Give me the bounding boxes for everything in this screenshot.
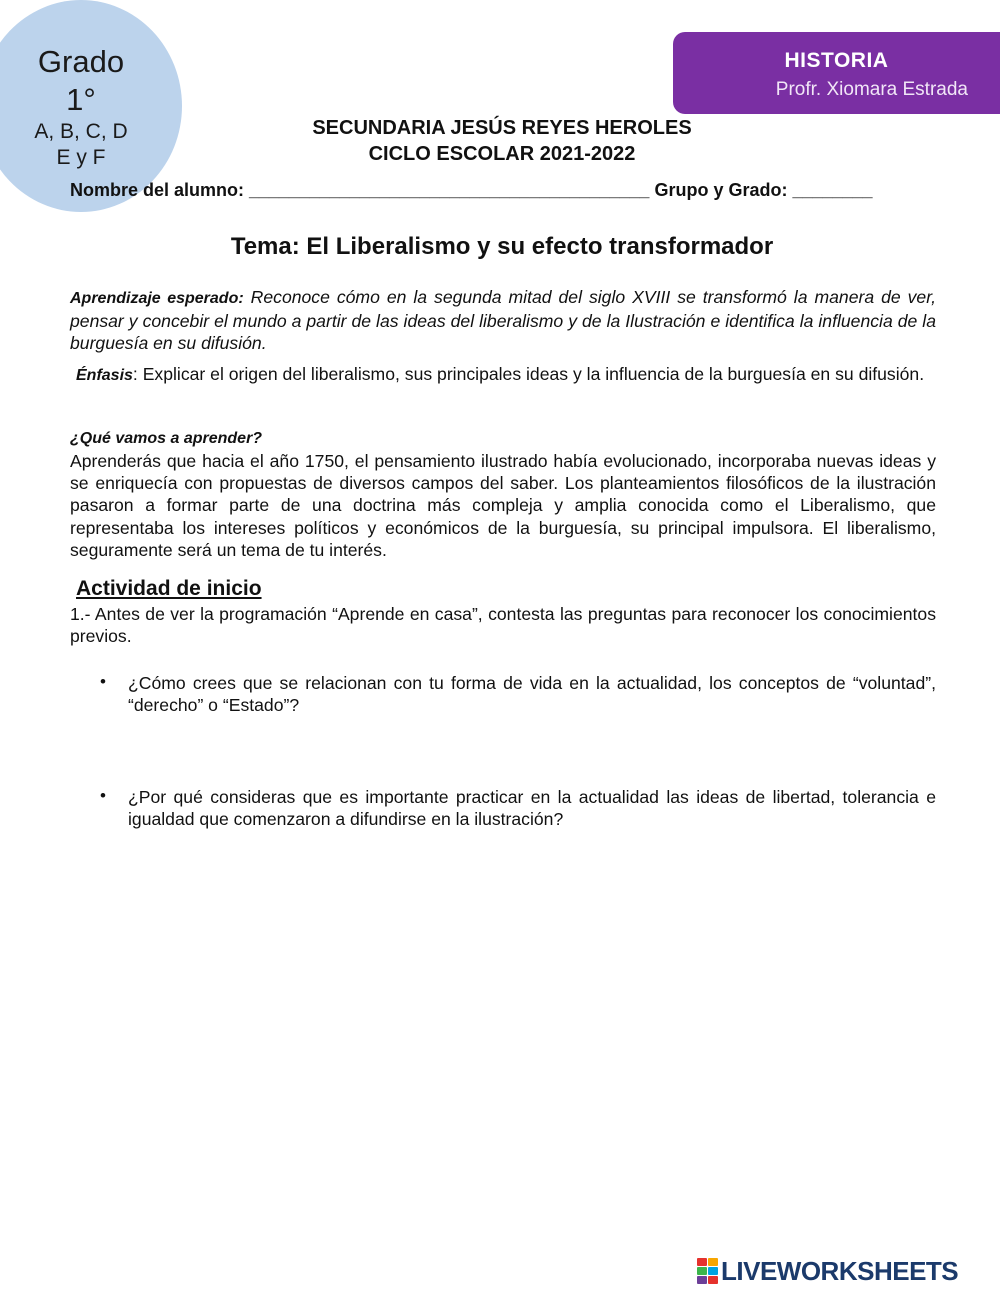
grade-groups-line2: E y F [56,146,106,169]
grade-title: Grado [37,44,125,79]
actividad-heading: Actividad de inicio [76,577,262,600]
actividad-instruction: 1.- Antes de ver la programación “Aprende en casa”, contesta las preguntas para reconocer los conocimientos previos. [70,604,936,647]
enfasis-label: Énfasis [76,367,133,384]
aprendizaje-label: Aprendizaje esperado: [70,290,244,307]
aprendizaje-paragraph [70,286,936,355]
student-name-line: Nombre del alumno: ________________________________________ Grupo y Grado: ________ [70,180,873,200]
logo-text: LIVEWORKSHEETS [721,1255,959,1286]
school-cycle: CICLO ESCOLAR 2021-2022 [368,143,636,165]
grade-number: 1° [66,82,96,117]
logo-grid-icon [697,1258,718,1284]
enfasis-text: : Explicar el origen del liberalismo, sus principales ideas y la influencia de la burguesía en su difusión. [132,364,925,384]
teacher-name: Profr. Xiomara Estrada [775,79,968,100]
enfasis-paragraph [70,363,936,387]
liveworksheets-logo [697,1256,958,1286]
que-aprender-heading: ¿Qué vamos a aprender? [70,430,263,447]
que-aprender-body: Aprenderás que hacia el año 1750, el pensamiento ilustrado había evolucionado, incorporaba nuevas ideas y se enriquecía con propuestas de diversos campos del saber. Los planteamientos filosóficos de la ilustración pasaron a formar parte de una doctrina más compleja y amplia conocida como el Liberalismo, que representaba los intereses políticos y económicos de la burguesía, su principal impulsora. El liberalismo, seguramente será un tema de tu interés. [70,451,936,560]
topic-title: Tema: El Liberalismo y su efecto transformador [230,233,774,260]
question-item: ¿Cómo crees que se relacionan con tu forma de vida en la actualidad, los conceptos de “voluntad”, “derecho” o “Estado”? [128,673,936,716]
grade-groups-line1: A, B, C, D [34,120,128,143]
aprendizaje-text: Reconoce cómo en la segunda mitad del siglo XVIII se transformó la manera de ver, pensar y concebir el mundo a partir de las ideas del liberalismo y de la Ilustración e identifica la influencia de la burguesía en su difusión. [70,287,936,354]
subject-banner [673,32,1000,114]
bullet-icon: • [100,672,106,691]
subject-title: HISTORIA [784,49,889,72]
question-item: ¿Por qué consideras que es importante practicar en la actualidad las ideas de libertad, tolerancia e igualdad que comenzaron a difundirse en la ilustración? [128,787,936,830]
bullet-icon: • [100,786,106,805]
school-name: SECUNDARIA JESÚS REYES HEROLES [312,117,692,139]
